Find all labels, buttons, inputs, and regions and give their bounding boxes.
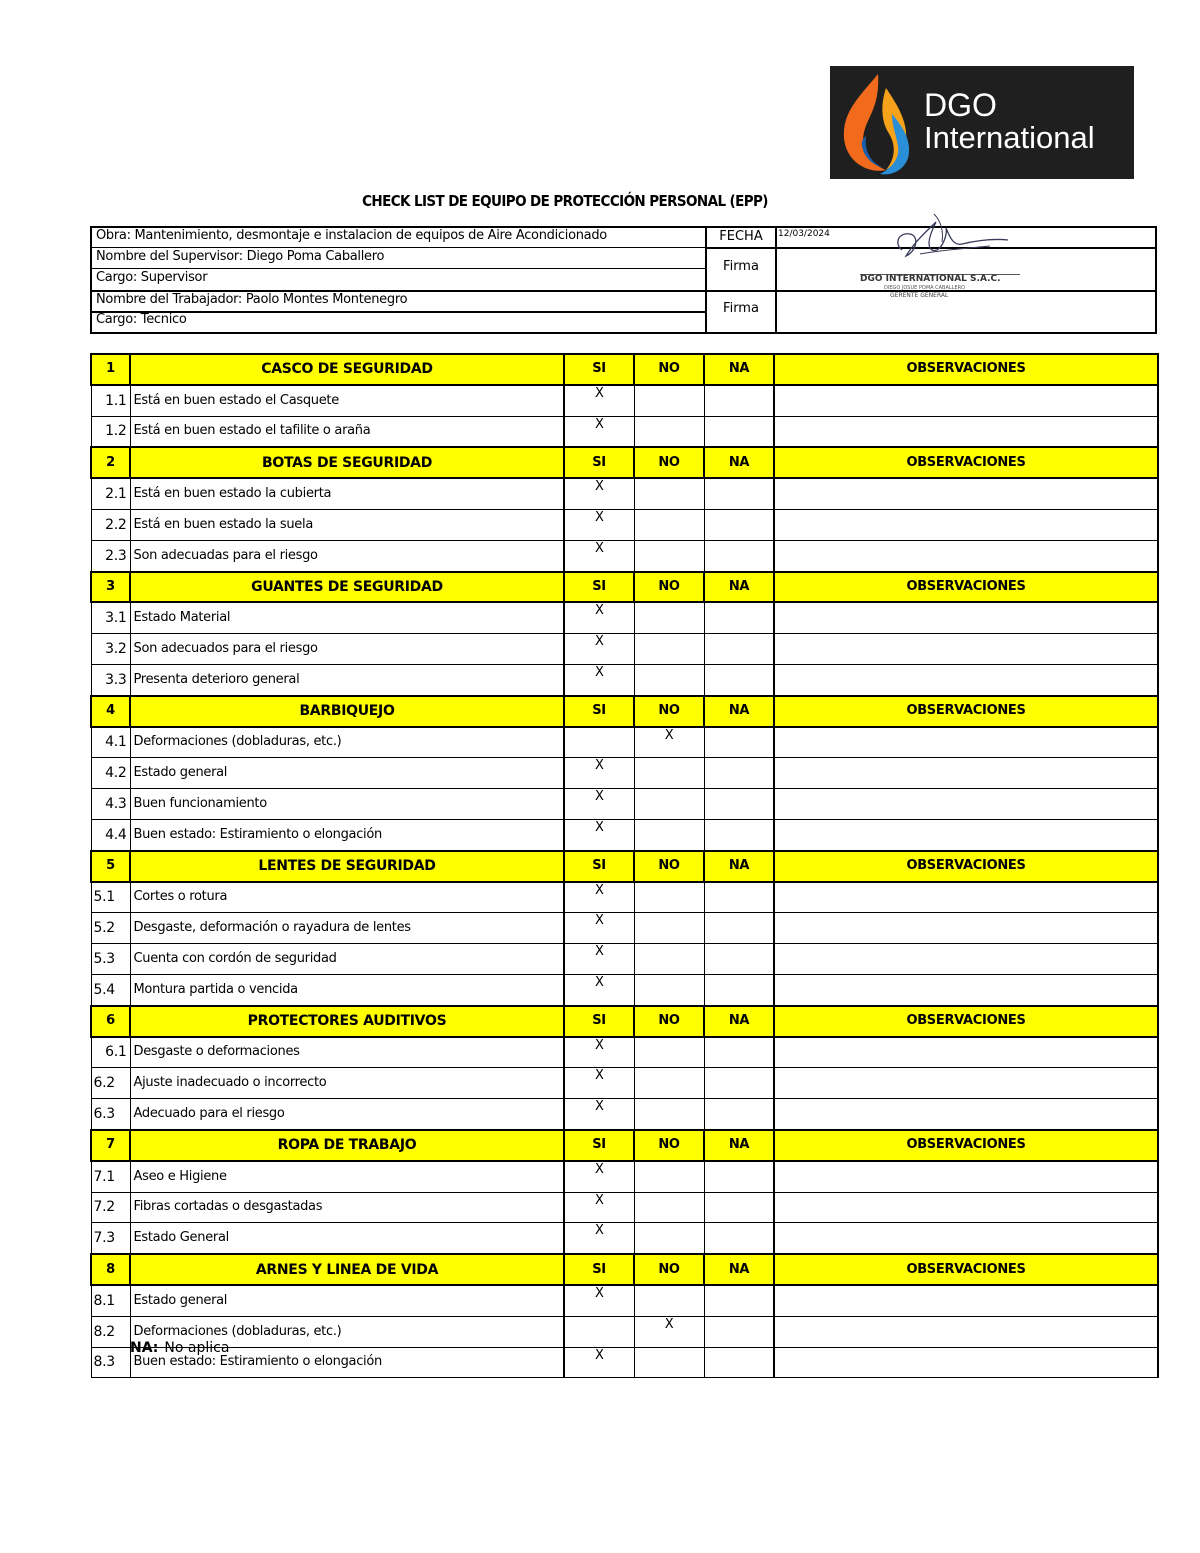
column-na-header: NA [704,354,774,385]
mark-si-cell[interactable]: X [564,478,634,509]
item-number: 3.3 [91,664,130,695]
mark-si-cell[interactable] [564,727,634,758]
mark-no-cell[interactable] [634,634,704,665]
item-number: 3.2 [91,634,130,665]
observaciones-cell[interactable] [774,1099,1158,1130]
column-observaciones-header: OBSERVACIONES [774,447,1158,478]
mark-no-cell[interactable] [634,416,704,447]
mark-na-cell[interactable] [704,727,774,758]
item-number: 7.3 [91,1223,130,1254]
item-number: 7.1 [91,1161,130,1192]
checklist-row [91,882,1158,913]
item-number: 3.1 [91,602,130,633]
column-si-header: SI [564,1254,634,1285]
mark-no-cell[interactable] [634,944,704,975]
mark-si-cell[interactable]: X [564,789,634,820]
signature-icon [850,210,1020,270]
footnote [130,1340,229,1356]
item-description: Deformaciones (dobladuras, etc.) [130,727,564,758]
mark-na-cell[interactable] [704,478,774,509]
column-no-header: NO [634,1254,704,1285]
mark-no-cell[interactable] [634,540,704,571]
mark-na-cell[interactable] [704,819,774,850]
checklist-row [91,540,1158,571]
section-header-row [91,1254,1158,1285]
checklist-row [91,1192,1158,1223]
section-number: 2 [91,447,130,478]
mark-no-cell[interactable] [634,1192,704,1223]
checklist-row [91,509,1158,540]
mark-si-cell[interactable]: X [564,1192,634,1223]
item-description: Son adecuadas para el riesgo [130,540,564,571]
item-description: Desgaste o deformaciones [130,1037,564,1068]
item-description: Ajuste inadecuado o incorrecto [130,1068,564,1099]
column-na-header: NA [704,1130,774,1161]
item-description: Cortes o rotura [130,882,564,913]
checklist-row [91,416,1158,447]
column-observaciones-header: OBSERVACIONES [774,1254,1158,1285]
mark-no-cell[interactable] [634,1099,704,1130]
mark-no-cell[interactable] [634,1285,704,1316]
mark-no-cell[interactable]: X [634,1316,704,1347]
observaciones-cell[interactable] [774,1161,1158,1192]
mark-si-cell[interactable]: X [564,1161,634,1192]
mark-na-cell[interactable] [704,1285,774,1316]
observaciones-cell[interactable] [774,727,1158,758]
mark-si-cell[interactable]: X [564,664,634,695]
item-description: Son adecuados para el riesgo [130,634,564,665]
mark-na-cell[interactable] [704,758,774,789]
item-number: 6.3 [91,1099,130,1130]
item-number: 4.1 [91,727,130,758]
column-no-header: NO [634,354,704,385]
column-si-header: SI [564,1130,634,1161]
flame-icon [830,66,924,179]
section-title: ROPA DE TRABAJO [130,1130,564,1161]
divider [92,247,705,248]
checklist-row [91,1037,1158,1068]
item-description: Cuenta con cordón de seguridad [130,944,564,975]
mark-si-cell[interactable]: X [564,913,634,944]
company-logo [830,66,1134,179]
checklist-row [91,1223,1158,1254]
logo-text-line-1: DGO [924,87,997,123]
item-description: Estado general [130,758,564,789]
observaciones-cell[interactable] [774,416,1158,447]
mark-si-cell[interactable]: X [564,540,634,571]
section-number: 4 [91,696,130,727]
column-na-header: NA [704,572,774,603]
item-description: Estado general [130,1285,564,1316]
checklist-row [91,478,1158,509]
column-na-header: NA [704,1254,774,1285]
checklist-row [91,634,1158,665]
mark-si-cell[interactable]: X [564,602,634,633]
mark-na-cell[interactable] [704,1192,774,1223]
mark-no-cell[interactable] [634,789,704,820]
mark-no-cell[interactable] [634,1347,704,1378]
section-number: 7 [91,1130,130,1161]
checklist-row [91,664,1158,695]
section-number: 3 [91,572,130,603]
item-description: Buen estado: Estiramiento o elongación [130,1347,564,1378]
footnote-abbr: NA: [130,1340,159,1356]
checklist-row [91,602,1158,633]
item-description: Deformaciones (dobladuras, etc.) [130,1316,564,1347]
mark-si-cell[interactable] [564,1316,634,1347]
observaciones-cell[interactable] [774,1192,1158,1223]
mark-no-cell[interactable] [634,664,704,695]
checklist-row [91,385,1158,416]
observaciones-cell[interactable] [774,385,1158,416]
mark-na-cell[interactable] [704,1068,774,1099]
page-title: CHECK LIST DE EQUIPO DE PROTECCIÓN PERSONAL (EPP) [362,192,768,210]
mark-na-cell[interactable] [704,1347,774,1378]
item-number: 7.2 [91,1192,130,1223]
mark-na-cell[interactable] [704,1037,774,1068]
observaciones-cell[interactable] [774,1068,1158,1099]
column-no-header: NO [634,572,704,603]
mark-no-cell[interactable] [634,819,704,850]
mark-no-cell[interactable] [634,385,704,416]
section-title: LENTES DE SEGURIDAD [130,851,564,882]
column-si-header: SI [564,572,634,603]
observaciones-cell[interactable] [774,1223,1158,1254]
item-description: Estado General [130,1223,564,1254]
mark-si-cell[interactable]: X [564,385,634,416]
mark-no-cell[interactable] [634,974,704,1005]
item-description: Estado Material [130,602,564,633]
observaciones-cell[interactable] [774,1037,1158,1068]
observaciones-cell[interactable] [774,509,1158,540]
mark-si-cell[interactable]: X [564,634,634,665]
section-header-row [91,572,1158,603]
date-label: FECHA [719,229,763,244]
observaciones-cell[interactable] [774,1347,1158,1378]
mark-si-cell[interactable]: X [564,819,634,850]
item-number: 2.3 [91,540,130,571]
column-si-header: SI [564,447,634,478]
item-description: Buen estado: Estiramiento o elongación [130,819,564,850]
stamp-company: DGO INTERNATIONAL S.A.C. [860,274,1001,284]
mark-na-cell[interactable] [704,602,774,633]
checklist-row [91,819,1158,850]
observaciones-cell[interactable] [774,758,1158,789]
checklist-row [91,1099,1158,1130]
column-si-header: SI [564,1006,634,1037]
mark-si-cell[interactable]: X [564,1223,634,1254]
item-number: 2.1 [91,478,130,509]
checklist-row [91,913,1158,944]
mark-na-cell[interactable] [704,974,774,1005]
mark-si-cell[interactable]: X [564,944,634,975]
column-observaciones-header: OBSERVACIONES [774,572,1158,603]
mark-no-cell[interactable] [634,478,704,509]
item-description: Desgaste, deformación o rayadura de lentes [130,913,564,944]
column-observaciones-header: OBSERVACIONES [774,696,1158,727]
mark-si-cell[interactable]: X [564,882,634,913]
footnote-text: No aplica [164,1340,230,1356]
column-na-header: NA [704,696,774,727]
mark-na-cell[interactable] [704,1161,774,1192]
checklist-row [91,758,1158,789]
item-number: 5.1 [91,882,130,913]
item-number: 4.2 [91,758,130,789]
item-number: 4.4 [91,819,130,850]
section-title: BARBIQUEJO [130,696,564,727]
item-description: Está en buen estado el Casquete [130,385,564,416]
date-value: 12/03/2024 [778,229,830,239]
checklist-row [91,1316,1158,1347]
worker-signature-label: Firma [723,301,759,316]
mark-no-cell[interactable] [634,913,704,944]
logo-text-line-2: International [924,120,1095,155]
checklist-row [91,1068,1158,1099]
mark-no-cell[interactable] [634,602,704,633]
column-no-header: NO [634,851,704,882]
observaciones-cell[interactable] [774,540,1158,571]
observaciones-cell[interactable] [774,602,1158,633]
section-header-row [91,354,1158,385]
item-description: Está en buen estado la cubierta [130,478,564,509]
item-number: 1.1 [91,385,130,416]
section-header-row [91,851,1158,882]
mark-na-cell[interactable] [704,882,774,913]
section-header-row [91,1006,1158,1037]
section-number: 5 [91,851,130,882]
item-number: 2.2 [91,509,130,540]
section-title: ARNES Y LINEA DE VIDA [130,1254,564,1285]
column-na-header: NA [704,1006,774,1037]
item-number: 1.2 [91,416,130,447]
column-observaciones-header: OBSERVACIONES [774,1006,1158,1037]
item-number: 6.2 [91,1068,130,1099]
section-number: 8 [91,1254,130,1285]
observaciones-cell[interactable] [774,974,1158,1005]
observaciones-cell[interactable] [774,913,1158,944]
item-number: 8.3 [91,1347,130,1378]
column-no-header: NO [634,1006,704,1037]
mark-na-cell[interactable] [704,385,774,416]
observaciones-cell[interactable] [774,944,1158,975]
obra-field: Obra: Mantenimiento, desmontaje e instalacion de equipos de Aire Acondicionado [96,228,607,243]
section-number: 1 [91,354,130,385]
item-description: Presenta deterioro general [130,664,564,695]
observaciones-cell[interactable] [774,1316,1158,1347]
column-si-header: SI [564,696,634,727]
mark-si-cell[interactable]: X [564,1037,634,1068]
checklist-row [91,1285,1158,1316]
signature-stamp [850,210,1020,305]
column-si-header: SI [564,354,634,385]
observaciones-cell[interactable] [774,478,1158,509]
mark-na-cell[interactable] [704,1099,774,1130]
observaciones-cell[interactable] [774,1285,1158,1316]
mark-na-cell[interactable] [704,509,774,540]
checklist-body [91,354,1158,1378]
stamp-role: GERENTE GENERAL [890,292,949,299]
mark-si-cell[interactable]: X [564,509,634,540]
checklist-table [90,353,1159,1378]
mark-na-cell[interactable] [704,540,774,571]
mark-si-cell[interactable]: X [564,1347,634,1378]
column-no-header: NO [634,447,704,478]
section-number: 6 [91,1006,130,1037]
mark-na-cell[interactable] [704,664,774,695]
worker-role-field: Cargo: Tecnico [96,312,187,327]
column-observaciones-header: OBSERVACIONES [774,851,1158,882]
mark-si-cell[interactable]: X [564,1068,634,1099]
checklist-row [91,727,1158,758]
mark-na-cell[interactable] [704,944,774,975]
mark-na-cell[interactable] [704,416,774,447]
item-description: Buen funcionamiento [130,789,564,820]
column-na-header: NA [704,447,774,478]
item-number: 5.4 [91,974,130,1005]
supervisor-name-field: Nombre del Supervisor: Diego Poma Caballero [96,249,385,264]
item-number: 8.2 [91,1316,130,1347]
supervisor-role-field: Cargo: Supervisor [96,270,208,285]
section-header-row [91,447,1158,478]
item-description: Adecuado para el riesgo [130,1099,564,1130]
item-number: 4.3 [91,789,130,820]
section-title: GUANTES DE SEGURIDAD [130,572,564,603]
worker-name-field: Nombre del Trabajador: Paolo Montes Montenegro [96,292,408,307]
mark-na-cell[interactable] [704,913,774,944]
checklist-row [91,944,1158,975]
mark-na-cell[interactable] [704,634,774,665]
item-number: 8.1 [91,1285,130,1316]
supervisor-signature-label: Firma [723,259,759,274]
column-observaciones-header: OBSERVACIONES [774,354,1158,385]
mark-na-cell[interactable] [704,1316,774,1347]
mark-no-cell[interactable] [634,758,704,789]
section-title: PROTECTORES AUDITIVOS [130,1006,564,1037]
mark-na-cell[interactable] [704,789,774,820]
mark-no-cell[interactable] [634,1068,704,1099]
checklist-row [91,1161,1158,1192]
item-description: Está en buen estado la suela [130,509,564,540]
column-si-header: SI [564,851,634,882]
item-number: 5.2 [91,913,130,944]
checklist-row [91,974,1158,1005]
observaciones-cell[interactable] [774,882,1158,913]
section-title: BOTAS DE SEGURIDAD [130,447,564,478]
item-description: Fibras cortadas o desgastadas [130,1192,564,1223]
mark-si-cell[interactable]: X [564,1099,634,1130]
mark-no-cell[interactable]: X [634,727,704,758]
item-number: 6.1 [91,1037,130,1068]
checklist-row [91,789,1158,820]
mark-si-cell[interactable]: X [564,974,634,1005]
item-description: Está en buen estado el tafilite o araña [130,416,564,447]
observaciones-cell[interactable] [774,634,1158,665]
header-info-fields [92,228,705,332]
mark-no-cell[interactable] [634,509,704,540]
divider [92,268,705,269]
column-no-header: NO [634,1130,704,1161]
mark-si-cell[interactable]: X [564,416,634,447]
observaciones-cell[interactable] [774,789,1158,820]
section-header-row [91,1130,1158,1161]
mark-no-cell[interactable] [634,1223,704,1254]
column-na-header: NA [704,851,774,882]
checklist-row [91,1347,1158,1378]
mark-na-cell[interactable] [704,1223,774,1254]
section-header-row [91,696,1158,727]
mark-si-cell[interactable]: X [564,758,634,789]
mark-no-cell[interactable] [634,1161,704,1192]
observaciones-cell[interactable] [774,664,1158,695]
section-title: CASCO DE SEGURIDAD [130,354,564,385]
mark-si-cell[interactable]: X [564,1285,634,1316]
item-description: Aseo e Higiene [130,1161,564,1192]
stamp-person: DIEGO JOSUE POMA CABALLERO [884,285,966,291]
column-observaciones-header: OBSERVACIONES [774,1130,1158,1161]
mark-no-cell[interactable] [634,882,704,913]
mark-no-cell[interactable] [634,1037,704,1068]
observaciones-cell[interactable] [774,819,1158,850]
item-number: 5.3 [91,944,130,975]
column-no-header: NO [634,696,704,727]
item-description: Montura partida o vencida [130,974,564,1005]
